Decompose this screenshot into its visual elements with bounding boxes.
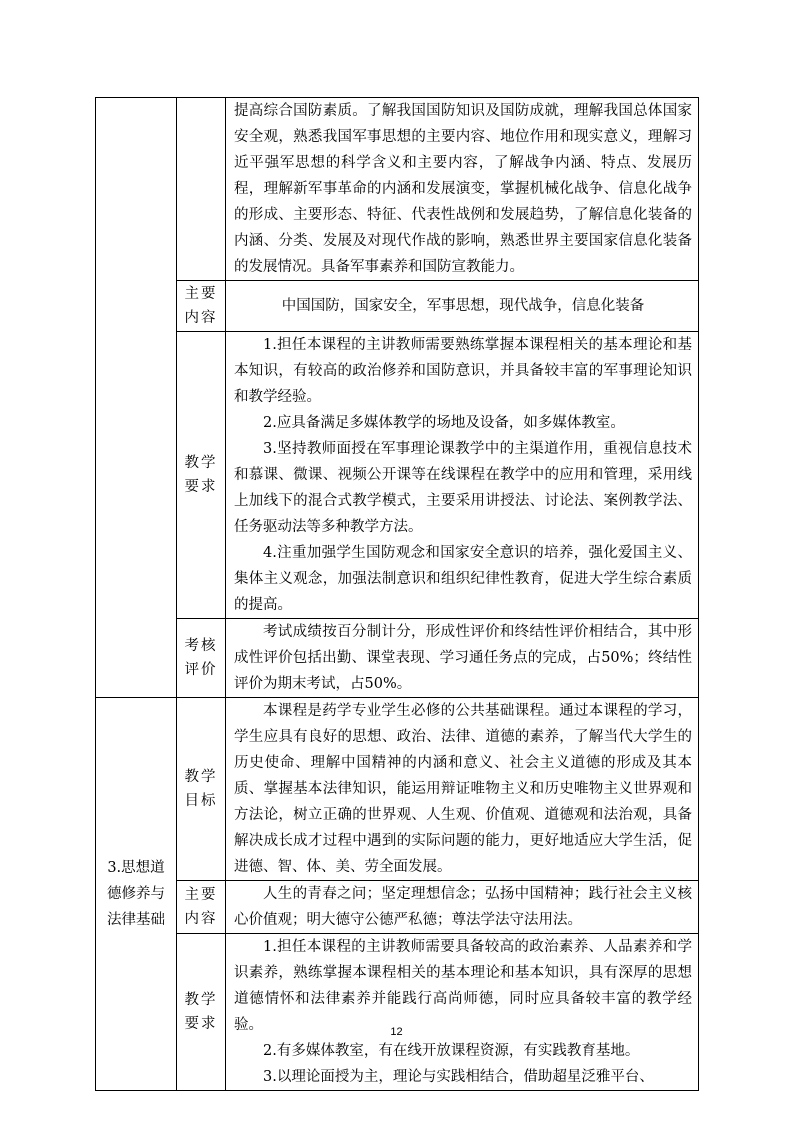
objective-text: 本课程是药学专业学生必修的公共基础课程。通过本课程的学习，学生应具有良好的思想、政治、法律、道德的素养，了解当代大学生的历史使命、理解中国精神的内涵和意义、社会主义道德的形成及其本质、掌握基本法律知识，能运用辩证唯物主义和历史唯物主义世界观和方法论，树立正确的世界观、人生观、价值观、道德观和法治观，具备解决成长成才过程中遇到的实际问题的能力，更好地适应大学生活，促进德、智、体、美、劳全面发展。 xyxy=(234,703,692,875)
requirements-label-cell xyxy=(177,332,226,619)
table-row xyxy=(96,281,699,332)
table-row xyxy=(96,619,699,698)
requirement-item: 2.有多媒体教室，有在线开放课程资源，有实践教育基地。 xyxy=(263,1043,640,1059)
requirements-cell xyxy=(226,332,699,619)
table-row xyxy=(96,332,699,619)
content-label-cell xyxy=(177,281,226,332)
objective-label-cell xyxy=(177,698,226,881)
requirement-item: 2.应具备满足多媒体教学的场地及设备，如多媒体教室。 xyxy=(263,415,625,431)
page-number: 12 xyxy=(390,1026,403,1038)
label-cell-empty xyxy=(177,98,226,281)
course-name-cell-empty xyxy=(96,98,177,698)
table-row xyxy=(96,881,699,934)
assessment-label: 考核评价 xyxy=(184,637,218,678)
table-row xyxy=(96,934,699,1091)
content-cell xyxy=(226,881,699,934)
course-name: 3.思想道德修养与法律基础 xyxy=(107,860,165,928)
table-row xyxy=(96,698,699,881)
requirement-item: 1.担任本课程的主讲教师需要熟练掌握本课程相关的基本理论和基本知识，有较高的政治修养和国防意识，并具备较丰富的军事理论知识和教学经验。 xyxy=(234,337,692,405)
content-label: 主要内容 xyxy=(184,285,218,326)
content-cell xyxy=(226,281,699,332)
objective-label: 教学目标 xyxy=(184,768,218,809)
objective-text: 提高综合国防素质。了解我国国防知识及国防成就，理解我国总体国家安全观，熟悉我国军事思想的主要内容、地位作用和现实意义，理解习近平强军思想的科学含义和主要内容，了解战争内涵、特点、发展历程，理解新军事革命的内涵和发展演变，掌握机械化战争、信息化战争的形成、主要形态、特征、代表性战例和发展趋势，了解信息化装备的内涵、分类、发展及对现代作战的影响，熟悉世界主要国家信息化装备的发展情况。具备军事素养和国防宣教能力。 xyxy=(234,103,692,275)
requirements-label-cell xyxy=(177,934,226,1091)
requirement-item: 1.担任本课程的主讲教师需要具备较高的政治素养、人品素养和学识素养，熟练掌握本课程相关的基本理论和基本知识，具有深厚的思想道德情怀和法律素养并能践行高尚师德，同时应具备较丰富的教学经验。 xyxy=(234,939,692,1033)
content-label-cell xyxy=(177,881,226,934)
assessment-cell xyxy=(226,619,699,698)
requirements-label: 教学要求 xyxy=(184,454,218,495)
objective-cell xyxy=(226,698,699,881)
objective-cell xyxy=(226,98,699,281)
requirements-cell xyxy=(226,934,699,1091)
requirement-item: 3.以理论面授为主，理论与实践相结合，借助超星泛雅平台、 xyxy=(263,1069,654,1085)
table-row xyxy=(96,98,699,281)
course-table xyxy=(95,97,699,1091)
content-label: 主要内容 xyxy=(184,886,218,927)
assessment-label-cell xyxy=(177,619,226,698)
requirement-item: 3.坚持教师面授在军事理论课教学中的主渠道作用，重视信息技术和慕课、微课、视频公开课等在线课程在教学中的应用和管理，采用线上加线下的混合式教学模式，主要采用讲授法、讨论法、案例教学法、任务驱动法等多种教学方法。 xyxy=(234,441,692,535)
requirement-item: 4.注重加强学生国防观念和国家安全意识的培养，强化爱国主义、集体主义观念，加强法制意识和组织纪律性教育，促进大学生综合素质的提高。 xyxy=(234,545,692,613)
content-text: 人生的青春之问；坚定理想信念；弘扬中国精神；践行社会主义核心价值观；明大德守公德严私德；尊法学法守法用法。 xyxy=(234,886,692,928)
assessment-text: 考试成绩按百分制计分，形成性评价和终结性评价相结合，其中形成性评价包括出勤、课堂表现、学习通任务点的完成，占50%；终结性评价为期末考试，占50%。 xyxy=(234,624,692,692)
requirements-label: 教学要求 xyxy=(184,991,218,1032)
content-text: 中国国防，国家安全，军事思想，现代战争，信息化装备 xyxy=(281,298,645,314)
